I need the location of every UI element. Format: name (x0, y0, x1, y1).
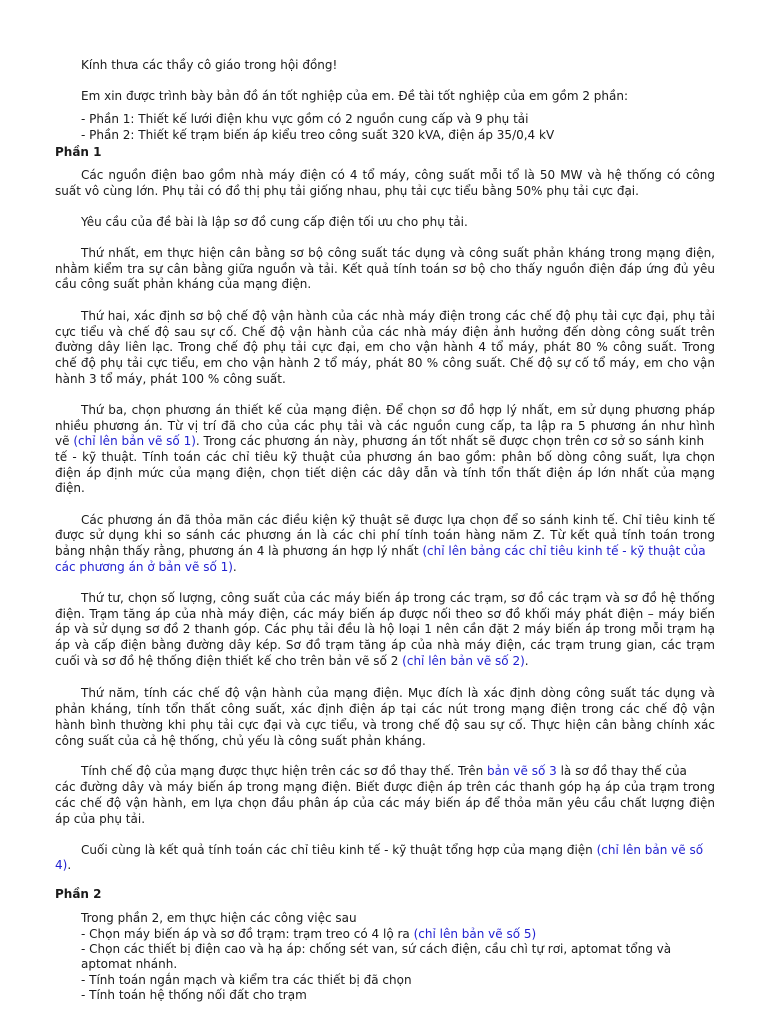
text-run: là sơ đồ thay thế của (556, 764, 687, 778)
paragraph-line: nhằm kiểm tra sự cân bằng giữa nguồn và tải. Kết quả tính toán sơ bộ cho thấy nguồn điện đáp ứng đủ yêu (55, 262, 715, 276)
part2-heading: Phần 2 (55, 887, 102, 901)
text-run: bảng nhận thấy rằng, phương án 4 là phương án hợp lý nhất (55, 544, 423, 558)
text-run: . Trong các phương án này, phương án tốt nhất sẽ được chọn trên cơ sở so sánh kinh (195, 434, 705, 448)
part2-intro: Trong phần 2, em thực hiện các công việc sau (81, 911, 357, 925)
text-run: Cuối cùng là kết quả tính toán các chỉ tiêu kinh tế - kỹ thuật tổng hợp của mạng điện (81, 843, 597, 857)
drawing-reference-5: (chỉ lên bản vẽ số 5) (413, 927, 537, 941)
paragraph-line: Yêu cầu của đề bài là lập sơ đồ cung cấp điện tối ưu cho phụ tải. (81, 215, 468, 229)
paragraph-line: điện. Trạm tăng áp của nhà máy điện, các máy biến áp được nối theo sơ đồ khối máy phát điện – máy biến (55, 607, 715, 621)
drawing-reference-1: (chỉ lên bản vẽ số 1) (73, 434, 196, 448)
drawing-reference-3: bản vẽ số 3 (487, 764, 557, 778)
text-run: . (232, 560, 237, 574)
text-run: cuối và sơ đồ hệ thống điện thiết kế cho trên bản vẽ số 2 (55, 654, 403, 668)
paragraph-line: được sử dụng khi so sánh các phương án là các chi phí tính toán hàng năm Z. Từ kết quả tính toán trong (55, 528, 715, 542)
paragraph-line (81, 764, 741, 779)
paragraph-line: điện áp định mức của mạng điện, chọn tiết diện các dây dẫn và tính tổn thất điện áp lớn nhất của mạng (55, 466, 715, 480)
text-run: Tính chế độ của mạng được thực hiện trên các sơ đồ thay thế. Trên (81, 764, 488, 778)
drawing-reference-4: (chỉ lên bản vẽ số (596, 843, 704, 857)
paragraph-line: hành bình thường khi phụ tải cực đại và cực tiểu, và trong chế độ sau sự cố. Thực hiện cân bằng chính xác (55, 718, 715, 732)
drawing-reference-econ-table: các phương án ở bản vẽ số 1) (55, 560, 233, 574)
greeting: Kính thưa các thầy cô giáo trong hội đồng! (81, 58, 338, 72)
paragraph-line (55, 654, 715, 669)
paragraph-line: áp của phụ tải. (55, 812, 146, 826)
paragraph-line: các đường dây và máy biến áp trong mạng điện. Biết được điện áp trên các thanh góp hạ áp của trạm trong (55, 780, 715, 794)
paragraph-line: suất vô cùng lớn. Phụ tải có đồ thị phụ tải giống nhau, phụ tải cực tiểu bằng 50% phụ tải cực đại. (55, 184, 639, 198)
paragraph-line: công suất của cả hệ thống, chủ yếu là công suất phản kháng. (55, 734, 426, 748)
text-run: - Chọn máy biến áp và sơ đồ trạm: trạm treo có 4 lộ ra (81, 927, 414, 941)
paragraph-line: phản kháng, tính tổn thất công suất, xác định điện áp tại các nút trong mạng điện trong các chế độ vận (55, 702, 715, 716)
paragraph-line: Các nguồn điện bao gồm nhà máy điện có 4 tổ máy, công suất mỗi tổ là 50 MW và hệ thống có công (81, 168, 715, 182)
paragraph-line (55, 560, 715, 575)
part-list-item-2: - Phần 2: Thiết kế trạm biến áp kiểu treo công suất 320 kVA, điện áp 35/0,4 kV (81, 128, 555, 142)
paragraph-line: Thứ hai, xác định sơ bộ chế độ vận hành của các nhà máy điện trong các chế độ phụ tải cực đại, phụ tải (81, 309, 715, 323)
list-item: - Tính toán hệ thống nối đất cho trạm (81, 988, 307, 1002)
intro-text: Em xin được trình bày bản đồ án tốt nghiệp của em. Đề tài tốt nghiệp của em gồm 2 phần: (81, 89, 628, 103)
drawing-reference-2: (chỉ lên bản vẽ số 2) (402, 654, 525, 668)
list-item (81, 927, 741, 942)
paragraph-line (55, 858, 715, 873)
paragraph-line: hành 3 tổ máy, phát 100 % công suất. (55, 372, 286, 386)
paragraph-line: cầu công suất phản kháng của mạng điện. (55, 277, 312, 291)
list-item-continuation: aptomat nhánh. (81, 957, 178, 971)
paragraph-line: cực tiểu và chế độ sau sự cố. Chế độ vận hành của các nhà máy điện ảnh hưởng đến dòng công suất trên (55, 325, 715, 339)
part1-heading: Phần 1 (55, 145, 102, 159)
paragraph-line: áp và cấp điện bằng đường dây kép. Sơ đồ trạm tăng áp của nhà máy điện, các trạm trung gian, các trạm (55, 638, 715, 652)
text-run: vẽ (55, 434, 74, 448)
paragraph-line: đường dây liên lạc. Trong chế độ phụ tải cực đại, em cho vận hành 4 tổ máy, phát 80 % công suất. Trong (55, 340, 715, 354)
paragraph-line: tế - kỹ thuật. Tính toán các chỉ tiêu kỹ thuật của phương án bao gồm: phân bố dòng công suất, lựa chọn (55, 450, 715, 464)
paragraph-line: áp và sử dụng sơ đồ 2 thanh góp. Các phụ tải đều là hộ loại 1 nên cần đặt 2 máy biến áp trong mỗi trạm hạ (55, 622, 715, 636)
text-run: . (67, 858, 72, 872)
drawing-reference-econ-table: (chỉ lên bảng các chỉ tiêu kinh tế - kỹ thuật của (422, 544, 706, 558)
paragraph-line: Thứ năm, tính các chế độ vận hành của mạng điện. Mục đích là xác định dòng công suất tác dụng và (81, 686, 715, 700)
drawing-reference-4: 4) (55, 858, 68, 872)
list-item: - Chọn các thiết bị điện cao và hạ áp: chống sét van, sứ cách điện, cầu chì tự rơi, aptomat tổng và (81, 942, 672, 956)
paragraph-line (55, 434, 715, 449)
paragraph-line: các chế độ vận hành, em lựa chọn đầu phân áp của các máy biến áp để thỏa mãn yêu cầu chất lượng điện (55, 796, 715, 810)
paragraph-line: điện. (55, 481, 85, 495)
paragraph-line (55, 544, 715, 559)
paragraph-line: Thứ tư, chọn số lượng, công suất của các máy biến áp trong các trạm, sơ đồ các trạm và sơ đồ hệ thống (81, 591, 715, 605)
text-run: . (524, 654, 529, 668)
paragraph-line: Các phương án đã thỏa mãn các điều kiện kỹ thuật sẽ được lựa chọn để so sánh kinh tế. Chỉ tiêu kinh tế (81, 513, 715, 527)
paragraph-line: chế độ phụ tải cực tiểu, em cho vận hành 2 tổ máy, phát 80 % công suất. Chế độ sự cố tổ máy, em cho vận (55, 356, 715, 370)
paragraph-line: Thứ nhất, em thực hiện cân bằng sơ bộ công suất tác dụng và công suất phản kháng trong mạng điện, (81, 246, 715, 260)
paragraph-line: Thứ ba, chọn phương án thiết kế của mạng điện. Để chọn sơ đồ hợp lý nhất, em sử dụng phương pháp (81, 403, 715, 417)
paragraph-line (81, 843, 741, 858)
part-list-item-1: - Phần 1: Thiết kế lưới điện khu vực gồm có 2 nguồn cung cấp và 9 phụ tải (81, 112, 529, 126)
paragraph-line: nhiều phương án. Từ vị trí đã cho của các phụ tải và các nguồn cung cấp, ta lập ra 5 phương án như hình (55, 419, 715, 433)
list-item: - Tính toán ngắn mạch và kiểm tra các thiết bị đã chọn (81, 973, 412, 987)
